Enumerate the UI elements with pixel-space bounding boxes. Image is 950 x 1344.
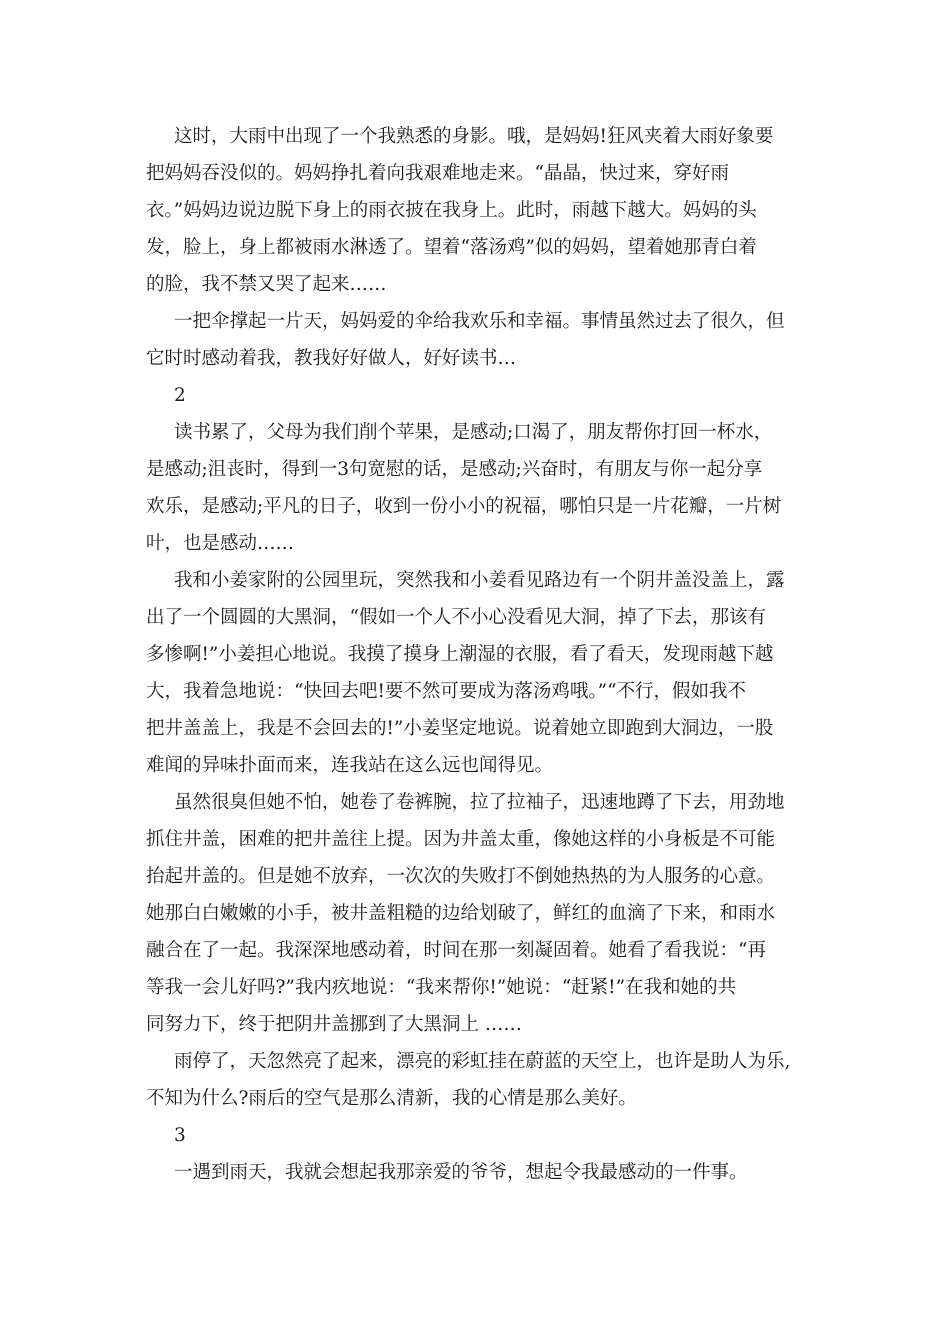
paragraph-line: 这时，大雨中出现了一个我熟悉的身影。哦，是妈妈!狂风夹着大雨好象要	[174, 126, 774, 147]
paragraph-line: 同努力下，终于把阴井盖挪到了大黑洞上 ……	[146, 1014, 522, 1035]
paragraph-line: 的脸，我不禁又哭了起来……	[146, 274, 387, 295]
paragraph-line: 发，脸上，身上都被雨水淋透了。望着“落汤鸡”似的妈妈，望着她那青白着	[146, 237, 757, 258]
paragraph-line: 读书累了，父母为我们削个苹果，是感动;口渴了，朋友帮你打回一杯水，	[174, 422, 773, 443]
paragraph-line: 它时时感动着我，教我好好做人，好好读书…	[146, 348, 517, 369]
paragraph-line: 叶，也是感动……	[146, 533, 295, 554]
paragraph-line: 等我一会儿好吗?”我内疚地说：“我来帮你!”她说：“赶紧!”在我和她的共	[146, 977, 737, 998]
section-number: 3	[174, 1125, 186, 1146]
paragraph-line: 把妈妈吞没似的。妈妈挣扎着向我艰难地走来。“晶晶，快过来，穿好雨	[146, 163, 729, 184]
section-number: 2	[174, 385, 186, 406]
paragraph-line: 一遇到雨天，我就会想起我那亲爱的爷爷，想起令我最感动的一件事。	[174, 1162, 748, 1183]
paragraph-line: 把井盖盖上，我是不会回去的!”小姜坚定地说。说着她立即跑到大洞边，一股	[146, 718, 774, 739]
paragraph-line: 不知为什么?雨后的空气是那么清新，我的心情是那么美好。	[146, 1088, 637, 1109]
paragraph-line: 抓住井盖，困难的把井盖往上提。因为井盖太重，像她这样的小身板是不可能	[146, 829, 776, 850]
paragraph-line: 衣。”妈妈边说边脱下身上的雨衣披在我身上。此时，雨越下越大。妈妈的头	[146, 200, 757, 221]
paragraph-line: 融合在了一起。我深深地感动着，时间在那一刻凝固着。她看了看我说：“再	[146, 940, 766, 961]
paragraph-line: 雨停了，天忽然亮了起来，漂亮的彩虹挂在蔚蓝的天空上，也许是助人为乐,	[174, 1051, 791, 1072]
paragraph-line: 抬起井盖的。但是她不放弃，一次次的失败打不倒她热热的为人服务的心意。	[146, 866, 776, 887]
paragraph-line: 她那白白嫩嫩的小手，被井盖粗糙的边给划破了，鲜红的血滴了下来，和雨水	[146, 903, 776, 924]
paragraph-line: 我和小姜家附的公园里玩，突然我和小姜看见路边有一个阴井盖没盖上，露	[174, 570, 785, 591]
paragraph-line: 是感动;沮丧时，得到一3句宽慰的话，是感动;兴奋时，有朋友与你一起分享	[146, 459, 763, 480]
paragraph-line: 大，我着急地说：“快回去吧!要不然可要成为落汤鸡哦。”“不行，假如我不	[146, 681, 747, 702]
paragraph-line: 出了一个圆圆的大黑洞，“假如一个人不小心没看见大洞，掉了下去，那该有	[146, 607, 766, 628]
paragraph-line: 一把伞撑起一片天，妈妈爱的伞给我欢乐和幸福。事情虽然过去了很久，但	[174, 311, 785, 332]
paragraph-line: 虽然很臭但她不怕，她卷了卷裤腕，拉了拉袖子，迅速地蹲了下去，用劲地	[174, 792, 785, 813]
paragraph-line: 欢乐，是感动;平凡的日子，收到一份小小的祝福，哪怕只是一片花瓣，一片树	[146, 496, 782, 517]
paragraph-line: 多惨啊!”小姜担心地说。我摸了摸身上潮湿的衣服，看了看天，发现雨越下越	[146, 644, 774, 665]
paragraph-line: 难闻的异味扑面而来，连我站在这么远也闻得见。	[146, 755, 554, 776]
